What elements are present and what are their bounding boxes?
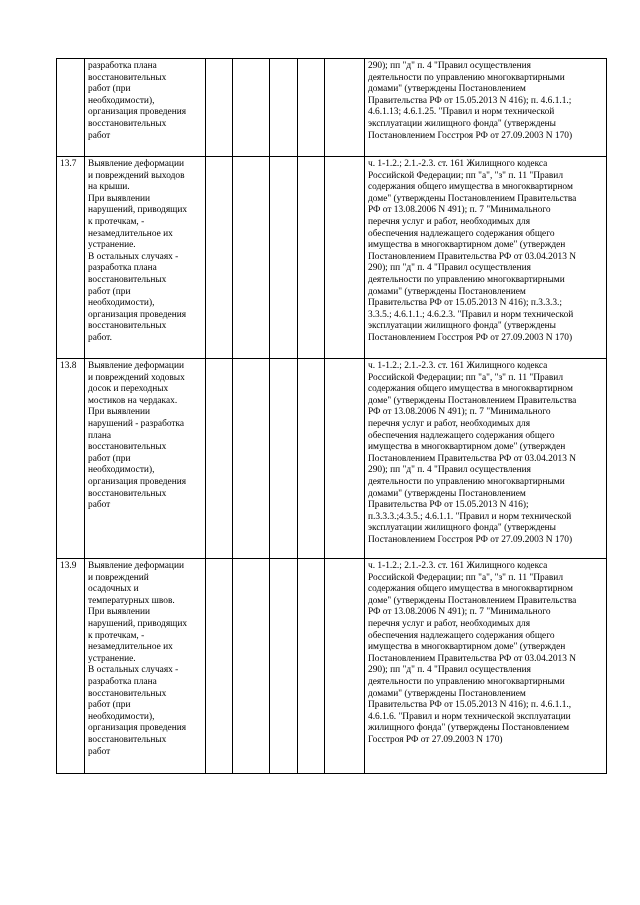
row-legal-basis: ч. 1-1.2.; 2.1.-2.3. ст. 161 Жилищного кодекса Российской Федерации; пп "а", "з" п. 11 "Правил содержания общего имущества в многоквартирном доме" (утверждены Постановлением Правительства РФ от 13.08.2006 N 491); п. 7 "Минимального перечня услуг и работ, необходимых для обеспечения надлежащего содержания общего имущества в многоквартирном доме" (утвержден Постановлением Правительства РФ от 03.04.2013 N 290); пп "д" п. 4 "Правил осуществления деятельности по управлению многоквартирными домами" (утверждены Постановлением Правительства РФ от 15.05.2013 N 416); п.3.3.3.; 3.3.5.; 4.6.1.1.; 4.6.2.3. "Правил и норм технической эксплуатации жилищного фонда" (утверждены Постановлением Госстроя РФ от 27.09.2003 N 170) bbox=[365, 157, 607, 359]
empty-cell bbox=[233, 559, 270, 774]
row-legal-basis: 290); пп "д" п. 4 "Правил осуществления деятельности по управлению многоквартирными домами" (утверждены Постановлением Правительства РФ от 15.05.2013 N 416); п. 4.6.1.1.; 4.6.1.13; 4.6.1.25. "Правил и норм технической эксплуатации жилищного фонда" (утверждены Постановлением Госстроя РФ от 27.09.2003 N 170) bbox=[365, 59, 607, 157]
empty-cell bbox=[233, 59, 270, 157]
empty-cell bbox=[270, 359, 298, 559]
empty-cell bbox=[325, 59, 365, 157]
empty-cell bbox=[298, 559, 325, 774]
row-number: 13.8 bbox=[57, 359, 85, 559]
row-legal-basis: ч. 1-1.2.; 2.1.-2.3. ст. 161 Жилищного кодекса Российской Федерации; пп "а", "з" п. 11 "Правил содержания общего имущества в многоквартирном доме" (утверждены Постановлением Правительства РФ от 13.08.2006 N 491); п. 7 "Минимального перечня услуг и работ, необходимых для обеспечения надлежащего содержания общего имущества в многоквартирном доме" (утвержден Постановлением Правительства РФ от 03.04.2013 N 290); пп "д" п. 4 "Правил осуществления деятельности по управлению многоквартирными домами" (утверждены Постановлением Правительства РФ от 15.05.2013 N 416); п. 4.6.1.1., 4.6.1.6. "Правил и норм технической эксплуатации жилищного фонда" (утверждены Постановлением Госстроя РФ от 27.09.2003 N 170) bbox=[365, 559, 607, 774]
table-row bbox=[57, 59, 607, 157]
empty-cell bbox=[325, 559, 365, 774]
row-legal-basis: ч. 1-1.2.; 2.1.-2.3. ст. 161 Жилищного кодекса Российской Федерации; пп "а", "з" п. 11 "Правил содержания общего имущества в многоквартирном доме" (утверждены Постановлением Правительства РФ от 13.08.2006 N 491); п. 7 "Минимального перечня услуг и работ, необходимых для обеспечения надлежащего содержания общего имущества в многоквартирном доме" (утвержден Постановлением Правительства РФ от 03.04.2013 N 290); пп "д" п. 4 "Правил осуществления деятельности по управлению многоквартирными домами" (утверждены Постановлением Правительства РФ от 15.05.2013 N 416); п.3.3.3.;4.3.5.; 4.6.1.1. "Правил и норм технической эксплуатации жилищного фонда" (утверждены Постановлением Госстроя РФ от 27.09.2003 N 170) bbox=[365, 359, 607, 559]
empty-cell bbox=[206, 157, 233, 359]
table-row bbox=[57, 559, 607, 774]
table-row bbox=[57, 359, 607, 559]
empty-cell bbox=[298, 359, 325, 559]
empty-cell bbox=[206, 559, 233, 774]
empty-cell bbox=[298, 157, 325, 359]
empty-cell bbox=[233, 157, 270, 359]
empty-cell bbox=[206, 359, 233, 559]
row-description: разработка плана восстановительных работ (при необходимости), организация проведения восстановительных работ bbox=[85, 59, 206, 157]
empty-cell bbox=[270, 559, 298, 774]
row-number: 13.7 bbox=[57, 157, 85, 359]
empty-cell bbox=[298, 59, 325, 157]
empty-cell bbox=[270, 59, 298, 157]
row-description: Выявление деформации и повреждений выходов на крыши. При выявлении нарушений, приводящих к протечкам, - незамедлительное их устранение. В остальных случаях - разработка плана восстановительных работ (при необходимости), организация проведения восстановительных работ. bbox=[85, 157, 206, 359]
row-number bbox=[57, 59, 85, 157]
requirements-table bbox=[56, 58, 607, 774]
empty-cell bbox=[270, 157, 298, 359]
empty-cell bbox=[233, 359, 270, 559]
empty-cell bbox=[325, 157, 365, 359]
row-number: 13.9 bbox=[57, 559, 85, 774]
table-row bbox=[57, 157, 607, 359]
empty-cell bbox=[325, 359, 365, 559]
row-description: Выявление деформации и повреждений ходовых досок и переходных мостиков на чердаках. При выявлении нарушений - разработка плана восстановительных работ (при необходимости), организация проведения восстановительных работ bbox=[85, 359, 206, 559]
row-description: Выявление деформации и повреждений осадочных и температурных швов. При выявлении нарушений, приводящих к протечкам, - незамедлительное их устранение. В остальных случаях - разработка плана восстановительных работ (при необходимости), организация проведения восстановительных работ bbox=[85, 559, 206, 774]
empty-cell bbox=[206, 59, 233, 157]
